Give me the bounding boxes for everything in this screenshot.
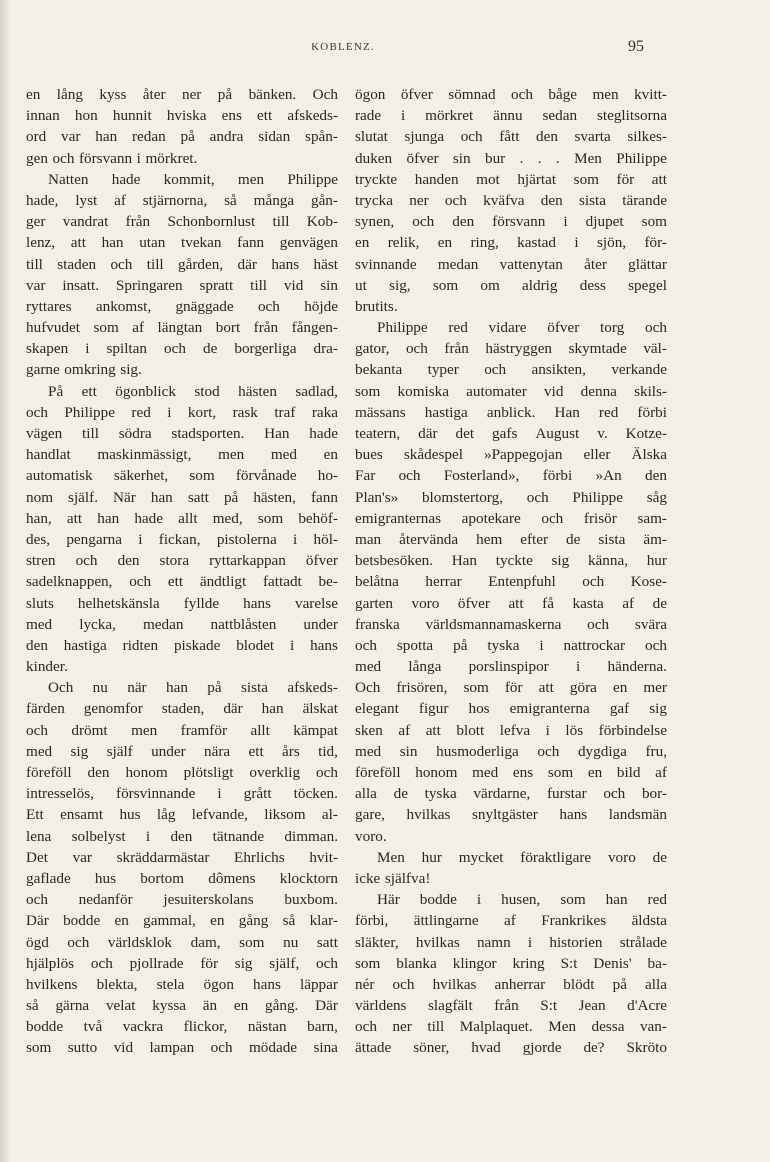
text-line: hufvudet som af längtan bort från fången- [26, 319, 338, 337]
text-line: sadelknappen, och ett ändtligt fattadt be- [26, 573, 338, 591]
text-line: med sig själf under nära ett års tid, [26, 742, 338, 760]
text-line: gator, och från hästryggen skymtade väl- [355, 340, 667, 358]
text-line: intresselös, försvinnande i grått töcken. [26, 785, 338, 803]
text-line: ger vandrat från Schonbornlust till Kob- [26, 213, 338, 231]
text-line: lenz, att han utan tvekan fann genvägen [26, 234, 338, 252]
text-line: Far och Fosterland», förbi »An den [355, 467, 667, 485]
text-line: man återvända hem efter de sista äm- [355, 530, 667, 548]
text-line: teatern, där det gafs August v. Kotze- [355, 425, 667, 442]
text-line: skapen i spiltan och de borgerliga dra- [26, 340, 338, 358]
text-line: kinder. [26, 658, 68, 676]
left-text-column [26, 84, 338, 1059]
text-line: med sin husmoderliga och dygdiga fru, [355, 742, 667, 760]
text-line: hvilkens blekta, stela ögon hans läppar [26, 975, 338, 993]
page-number: 95 [628, 38, 644, 55]
text-line: Där bodde en gammal, en gång så klar- [26, 912, 338, 930]
text-line: en relik, en ring, kastad i sjön, för- [355, 234, 667, 252]
running-title: KOBLENZ. [311, 41, 375, 53]
text-line: stren och den stora ryttarkappan öfver [26, 552, 338, 570]
text-line: nér och hvilkas anherrar blödt på alla [355, 975, 667, 993]
text-line: bues skådespel »Pappegojan eller Älska [355, 446, 667, 464]
text-line: ryttares ankomst, gnäggade och höjde [26, 297, 338, 315]
text-line: föreföll honom med ens som en bild af [355, 764, 667, 781]
text-line: Plan's» blomstertorg, och Philippe såg [355, 488, 667, 506]
text-line: ögd och världsklok dam, som nu satt [26, 933, 338, 951]
text-line: den hastiga ridten piskade blodet i hans [26, 636, 338, 654]
text-line: innan hon hunnit hviska ens ett afskeds- [26, 107, 338, 125]
text-line: som sutto vid lampan och mödade sina [26, 1039, 338, 1057]
text-line: synen, och den försvann i djupet som [355, 213, 667, 231]
text-line: mässans hastiga anblick. Han red förbi [355, 403, 667, 421]
text-line: På ett ögonblick stod hästen sadlad, [48, 382, 338, 400]
text-line: des, pengarna i fickan, pistolerna i höl- [26, 530, 338, 548]
text-line: till staden och till gården, där hans häst [26, 255, 338, 273]
text-line: duken öfver sin bur . . . Men Philippe [355, 149, 667, 167]
text-line: lena solbelyst i den tätnande dimman. [26, 827, 338, 845]
text-line: Och nu när han på sista afskeds- [48, 679, 338, 697]
text-line: vägen till södra stadsporten. Han hade [26, 425, 338, 442]
text-line: med lycka, medan nattblåsten under [26, 615, 338, 633]
page-edge-shadow [0, 0, 10, 1162]
text-line: Här bodde i husen, som han red [377, 891, 667, 909]
text-line: gaflade hus bortom dômens klocktorn [26, 869, 338, 887]
text-line: franska världsmannamaskerna och svära [355, 615, 667, 633]
text-line: ättade söner, hvad gjorde de? Skröto [355, 1039, 667, 1057]
text-line: och drömt men framför allt kämpat [26, 721, 338, 739]
text-line: var insatt. Springaren spratt till vid sin [26, 276, 338, 294]
text-line: handlat maskinmässigt, men med en [26, 446, 338, 464]
text-line: elegant figur hos emigranterna gaf sig [355, 700, 667, 718]
text-line: Det var skräddarmästar Ehrlichs hvit- [26, 848, 338, 866]
text-line: världens slagfält från S:t Jean d'Acre [355, 997, 667, 1015]
text-line: svinnande medan vattenytan åter glättar [355, 255, 667, 273]
text-line: hade, lyst af stjärnorna, så många gån- [26, 191, 338, 209]
text-line: sluts helhetskänsla fyllde hans varelse [26, 594, 338, 612]
text-line: slutat sjunga och fått den svarta silkes- [355, 128, 667, 146]
text-line: garne omkring sig. [26, 361, 142, 379]
text-line: och Philippe red i kort, rask traf raka [26, 403, 338, 421]
text-line: färden genomfor staden, där han älskat [26, 700, 338, 718]
text-line: som blanka klingor kring S:t Denis' ba- [355, 954, 667, 972]
text-line: ögon öfver sömnad och båge men kvitt- [355, 86, 667, 103]
text-line: tryckte handen mot hjärtat som för att [355, 170, 667, 188]
text-line: bekanta typer och ansikten, verkande [355, 361, 667, 379]
text-line: ut sig, som om aldrig dess spegel [355, 276, 667, 294]
text-line: hjälplös och pjollrade för sig själf, och [26, 954, 338, 972]
page-header [0, 36, 770, 64]
text-line: automatisk säkerhet, som förvånade ho- [26, 467, 338, 485]
text-line: emigranternas apotekare och frisör sam- [355, 509, 667, 527]
text-line: som komiska automater vid denna skils- [355, 382, 667, 400]
text-line: alla de tyska värdarne, furstar och bor- [355, 785, 667, 803]
text-line: brutits. [355, 297, 398, 315]
text-line: släkter, hvilkas namn i historien strålade [355, 933, 667, 951]
text-line: och nedanför jesuiterskolans buxbom. [26, 891, 338, 909]
text-line: belåtna herrar Entenpfuhl och Kose- [355, 573, 667, 591]
text-line: icke själfva! [355, 869, 431, 887]
text-line: och spotta på tyska i nattrockar och [355, 636, 667, 654]
text-line: nom själf. När han satt på hästen, fann [26, 488, 338, 506]
text-line: garten voro öfver att få kasta af de [355, 594, 667, 612]
text-line: förbi, ättlingarne af Frankrikes äldsta [355, 912, 667, 930]
text-line: Och frisören, som för att göra en mer [355, 679, 667, 697]
text-line: Men hur mycket föraktligare voro de [377, 848, 667, 866]
text-line: Ett ensamt hus låg lefvande, liksom al- [26, 806, 338, 824]
text-line: gen och försvann i mörkret. [26, 149, 198, 167]
right-text-column [355, 84, 667, 1059]
text-line: en lång kyss åter ner på bänken. Och [26, 86, 338, 103]
text-line: Natten hade kommit, men Philippe [48, 170, 338, 188]
text-line: ord var han redan på andra sidan spån- [26, 128, 338, 146]
text-line: med långa porslinspipor i händerna. [355, 658, 667, 676]
text-line: bodde två vackra flickor, nästan barn, [26, 1018, 338, 1036]
text-line: trycka ner och kväfva den sista tärande [355, 191, 667, 209]
text-line: gare, hvilkas snyltgäster hans landsmän [355, 806, 667, 824]
text-line: betsbesöken. Han tyckte sig känna, hur [355, 552, 667, 570]
text-line: och ner till Malplaquet. Men dessa van- [355, 1018, 667, 1036]
text-line: voro. [355, 827, 387, 845]
text-line: så gärna velat kyssa än en gång. Där [26, 997, 338, 1015]
text-line: sken af att blott lefva i lös förbindelse [355, 721, 667, 739]
text-line: rade i mörkret ännu sedan steglitsorna [355, 107, 667, 125]
text-line: han, att han hade allt med, som behöf- [26, 509, 338, 527]
text-line: Philippe red vidare öfver torg och [377, 319, 667, 337]
text-line: föreföll den honom plötsligt overklig och [26, 764, 338, 781]
